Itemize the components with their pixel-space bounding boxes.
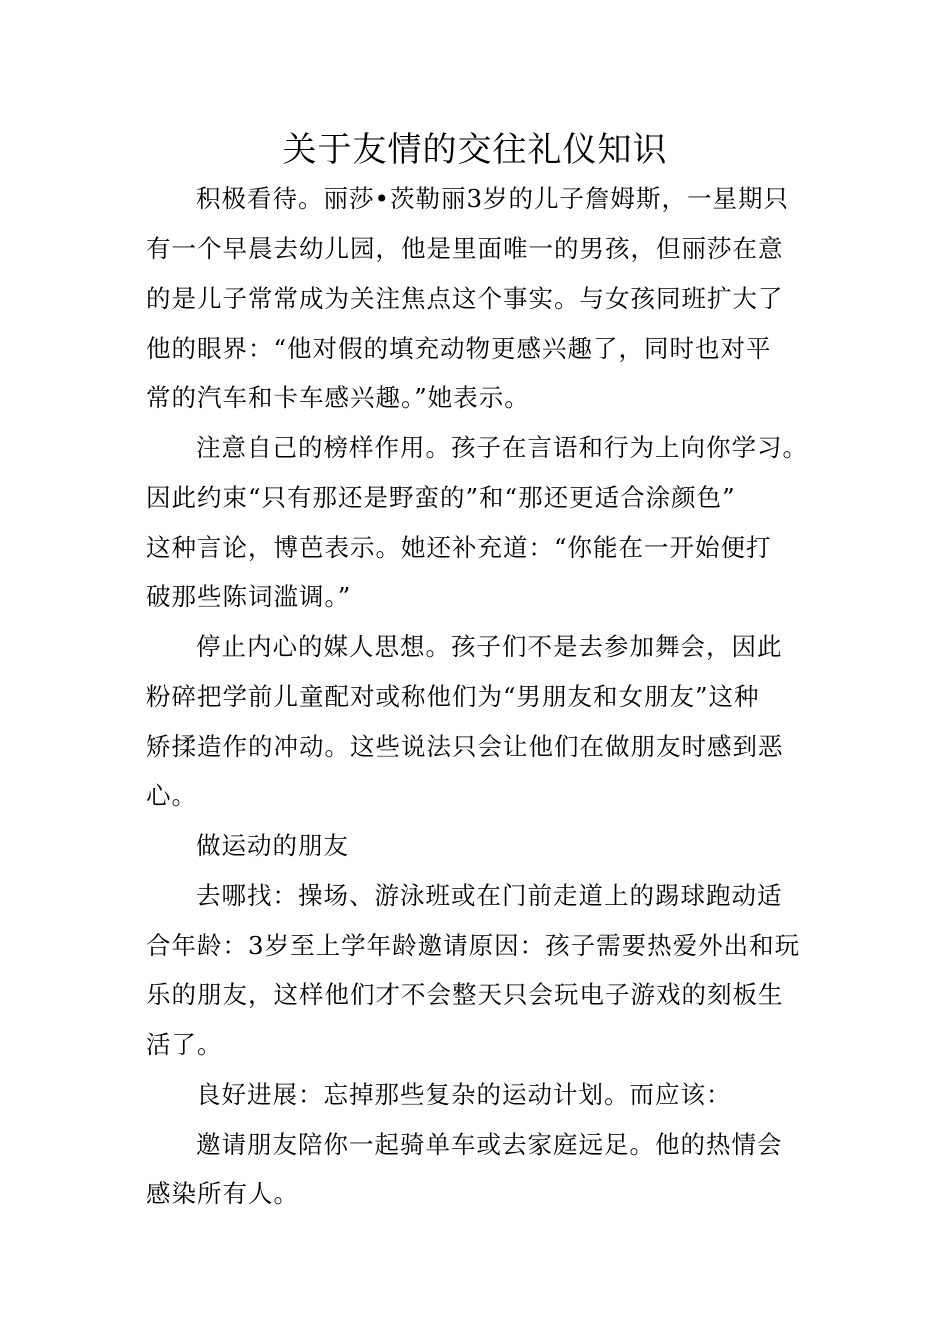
paragraph-line: 活了。 [146, 1030, 223, 1059]
paragraph-line: 感染所有人。 [146, 1179, 299, 1208]
paragraph-line: 粉碎把学前儿童配对或称他们为“男朋友和女朋友”这种 [146, 682, 760, 711]
paragraph-line: 积极看待。丽莎•茨勒丽3岁的儿子詹姆斯，一星期只 [196, 184, 790, 213]
paragraph-line: 心。 [146, 781, 197, 810]
paragraph-line: 注意自己的榜样作用。孩子在言语和行为上向你学习。 [196, 433, 808, 462]
paragraph-line: 合年龄：3岁至上学年龄邀请原因：孩子需要热爱外出和玩 [146, 931, 801, 960]
paragraph-line: 停止内心的媒人思想。孩子们不是去参加舞会，因此 [196, 632, 783, 661]
paragraph-line: 邀请朋友陪你一起骑单车或去家庭远足。他的热情会 [196, 1130, 783, 1159]
paragraph-line: 常的汽车和卡车感兴趣。”她表示。 [146, 383, 530, 412]
paragraph-line: 破那些陈词滥调。” [146, 582, 352, 611]
paragraph-line: 良好进展：忘掉那些复杂的运动计划。而应该： [196, 1080, 732, 1109]
section-heading: 做运动的朋友 [196, 831, 349, 860]
paragraph-line: 矫揉造作的冲动。这些说法只会让他们在做朋友时感到恶 [146, 732, 784, 761]
paragraph-line: 乐的朋友，这样他们才不会整天只会玩电子游戏的刻板生 [146, 980, 784, 1009]
paragraph-line: 因此约束“只有那还是野蛮的”和“那还更适合涂颜色” [146, 483, 736, 512]
document-title: 关于友情的交往礼仪知识 [282, 130, 668, 170]
paragraph-line: 有一个早晨去幼儿园，他是里面唯一的男孩，但丽莎在意 [146, 234, 784, 263]
paragraph-line: 的是儿子常常成为关注焦点这个事实。与女孩同班扩大了 [146, 284, 784, 313]
paragraph-line: 这种言论，博芭表示。她还补充道：“你能在一开始便打 [146, 533, 772, 562]
paragraph-line: 去哪找：操场、游泳班或在门前走道上的踢球跑动适 [196, 881, 783, 910]
paragraph-line: 他的眼界：“他对假的填充动物更感兴趣了，同时也对平 [146, 334, 772, 363]
